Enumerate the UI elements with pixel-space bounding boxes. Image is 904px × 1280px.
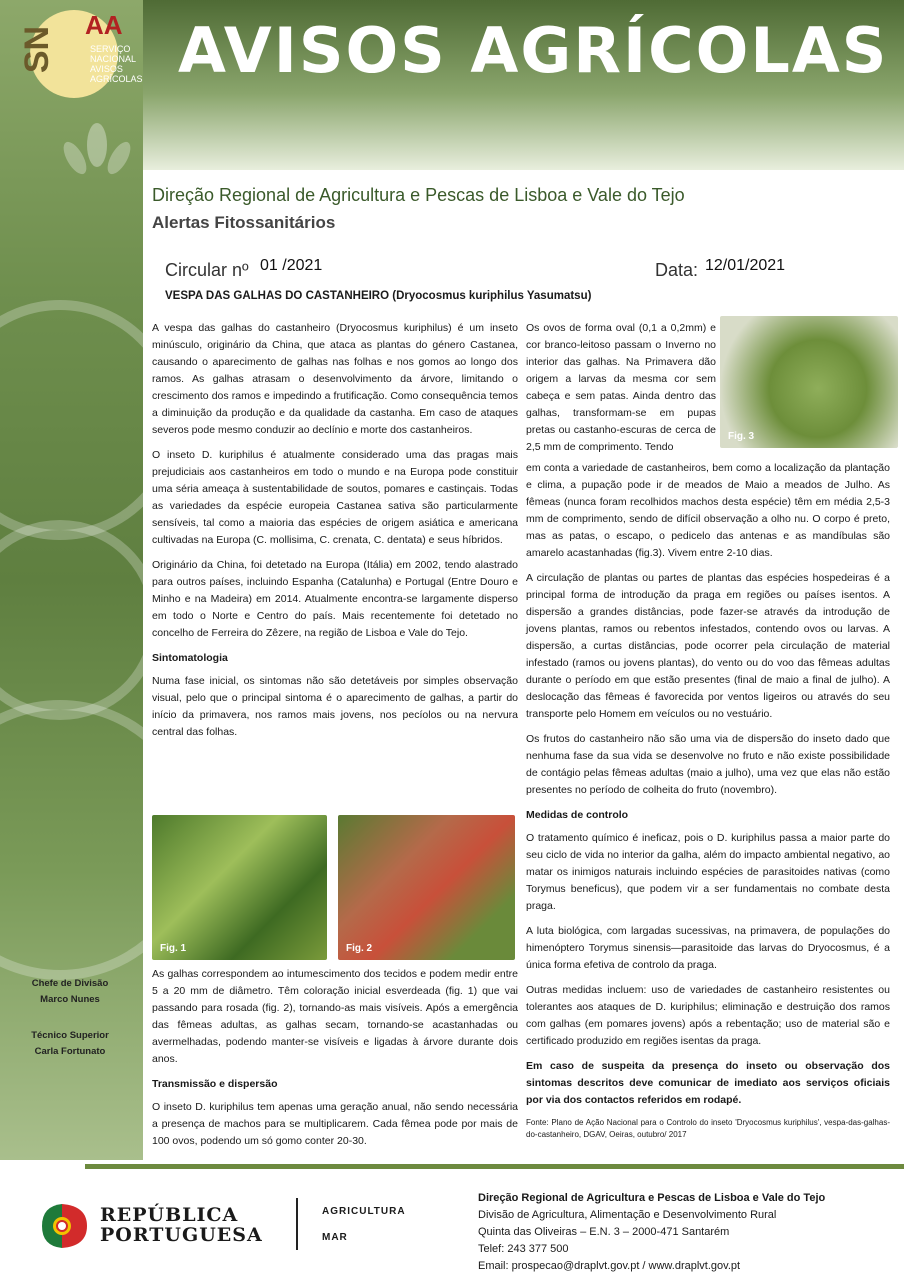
- figure-caption: Fig. 3: [728, 431, 755, 442]
- paragraph: Numa fase inicial, os sintomas não são detetáveis por simples observação visual, pelo que o principal sintoma é o aparecimento de galhas, a partir do início da primavera, nos ramos mais jovens, nos pecíolos ou na nervura central das folhas.: [152, 675, 518, 738]
- contact-email: Email: prospecao@draplvt.gov.pt / www.draplvt.gov.pt: [478, 1260, 741, 1272]
- staff-chief: Chefe de Divisão Marco Nunes: [31, 978, 109, 1005]
- paragraph: em conta a variedade de castanheiros, bem como a localização da plantação e clima, a pupação pode ir de meados de Maio a meados de Julho. As fêmeas (nunca foram recolhidos machos desta espécie) têm em média 2,5-3 mm de comprimento, sendo de difícil observação a olho nu. O corpo é preto, mas as patas, o escapo, o pedicelo das antenas e as mandíbulas são amarelo acastanhadas (fig.3). Vivem entre 2-10 dias.: [526, 462, 890, 559]
- paragraph: As galhas correspondem ao intumescimento dos tecidos e podem medir entre 5 a 20 mm de diâmetro. Têm coloração inicial esverdeada (fig. 1) que vai passando para rosada (fig. 2), tornando-as mais visíveis. Após a emergência das fêmeas adultas, as galhas secam, tornando-se acastanhadas ou avermelhadas, podendo manter-se visíveis e ligadas à árvore durante dois anos.: [152, 968, 518, 1065]
- date-label: Data:: [655, 260, 699, 280]
- subtitle: Alertas Fitossanitários: [152, 213, 336, 232]
- portugal-flag-icon: [32, 1196, 92, 1256]
- republic-logo-text: REPÚBLICA PORTUGUESA: [100, 1204, 263, 1246]
- left-column: [152, 320, 518, 749]
- paragraph: A luta biológica, com largadas sucessivas, na primavera, de populações do himenóptero Torymus sinensis—parasitoide das larvas do Dryocosmus, é a única forma efetiva de controlo da praga.: [526, 925, 890, 971]
- contact-block: [478, 1190, 825, 1275]
- figure-caption: Fig. 2: [346, 943, 373, 954]
- leaf-logo-icon: [55, 120, 140, 195]
- figure-3-photo: [720, 316, 898, 448]
- contact-line: Telef: 243 377 500: [478, 1243, 569, 1255]
- staff-technician: Técnico Superior Carla Fortunato: [31, 1030, 109, 1057]
- ministry-sea: MAR: [322, 1232, 348, 1243]
- paragraph: A circulação de plantas ou partes de plantas das espécies hospedeiras é a principal forma de introdução da praga em regiões ou países isentos. A dispersão a grandes distâncias, pode fazer-se através da introdução de jovens plantas, ramos ou rebentos infestados, contendo ovos ou larvas. A dispersão, a curtas distâncias, pode ocorrer pela circulação de material infestado (ramos ou jovens plantas), do vento ou do voo das fêmeas adultas durante o período em que estão presentes (final de maio a final de julho). A deslocação das fêmeas é favorecida por ventos ligeiros ou através do seu transporte pelo Homem em veículos ou no vestuário.: [526, 572, 890, 720]
- paragraph: Originário da China, foi detetado na Europa (Itália) em 2002, tendo alastrado para outros países, incluindo Espanha (Catalunha) e Portugal (Entre Douro e Minho e na Madeira) em 2014. Atualmente encontra-se largamente disperso em todo o Norte e Centro do país. Mais recentemente foi detetado no concelho de Ferreira do Zêzere, na região de Lisboa e Vale do Tejo.: [152, 559, 518, 639]
- contact-title: Direção Regional de Agricultura e Pescas de Lisboa e Vale do Tejo: [478, 1192, 826, 1204]
- contact-line: Quinta das Oliveiras – E.N. 3 – 2000-471 Santarém: [478, 1226, 730, 1238]
- circular-value: 01 /2021: [260, 257, 323, 274]
- footer-divider: [85, 1164, 904, 1169]
- paragraph: Os ovos de forma oval (0,1 a 0,2mm) e cor branco-leitoso passam o Inverno no interior das galhas. Na Primavera dão origem a larvas da mesma cor sem cabeça e sem patas. Ainda dentro das galhas, transformam-se em pupas pretas ou castanho-escuras de cerca de 2,5 mm de comprimento. Tendo: [526, 322, 716, 453]
- figure-2-photo: [338, 815, 515, 960]
- alert-paragraph: Em caso de suspeita da presença do inseto ou observação dos sintomas descritos deve comunicar de imediato aos serviços oficiais por via dos contactos referidos em rodapé.: [526, 1060, 890, 1106]
- figure-caption: Fig. 1: [160, 943, 187, 954]
- region-title: Direção Regional de Agricultura e Pescas de Lisboa e Vale do Tejo: [152, 185, 685, 205]
- right-column: [526, 460, 890, 1149]
- date-value: 12/01/2021: [705, 257, 786, 274]
- paragraph: A vespa das galhas do castanheiro (Dryocosmus kuriphilus) é um inseto minúsculo, originário da China, que ataca as plantas do género Castanea, causando o aparecimento de galhas nas folhas e nos gomos ao longo dos ramos. As galhas atrasam o desenvolvimento da árvore, limitando o crescimento dos ramos e impedindo a frutificação. Como consequência temos a diminuição da produção e da qualidade da castanha. Em caso de ataques severos pode mesmo conduzir ao declínio e morte dos castanheiros.: [152, 322, 518, 436]
- logo-letters: SN: [18, 25, 57, 74]
- logo-text: SERVIÇO NACIONAL AVISOS AGRÍCOLAS: [90, 44, 143, 84]
- decor-circle: [0, 300, 143, 540]
- paragraph: O inseto D. kuriphilus é atualmente considerado uma das pragas mais prejudiciais aos castanheiros em todo o mundo e na Europa pode constituir uma séria ameaça à sustentabilidade de soutos, pomares e castinçais. Todas as variedades da espécie europeia Castanea sativa são particularmente sensíveis, tal como a maioria das espécies de origem asiática e americana cultivadas na Europa (C. mollisima, C. crenata, C. dentata) e seus híbridos.: [152, 449, 518, 546]
- circular-label: Circular nº: [165, 260, 249, 280]
- left-column-lower: [152, 966, 518, 1158]
- decor-circle: [0, 700, 143, 980]
- section-heading: Sintomatologia: [152, 652, 228, 664]
- source-note: Fonte: Plano de Ação Nacional para o Controlo do inseto 'Dryocosmus kuriphilus', vespa-das-galhas-do-castanheiro, DGAV, Oeiras, outubro/ 2017: [526, 1118, 890, 1139]
- paragraph: O inseto D. kuriphilus tem apenas uma geração anual, não sendo necessária a presença de machos para se multiplicarem. Cada fêmea pode por mais de 100 ovos, podendo um só gomo conter 20-30.: [152, 1101, 518, 1147]
- paragraph: Os frutos do castanheiro não são uma via de dispersão do inseto dado que nenhuma fase da sua vida se desenvolve no fruto e não existe possibilidade de contágio pelas fêmeas adultas (maio a julho), uma vez que elas não estão presentes no período de colheita do fruto (novembro).: [526, 733, 890, 796]
- section-heading: Medidas de controlo: [526, 809, 629, 821]
- right-column-top: [526, 320, 716, 464]
- page-title: AVISOS AGRÍCOLAS: [178, 14, 889, 87]
- figure-1-photo: [152, 815, 327, 960]
- ministry-agriculture: AGRICULTURA: [322, 1206, 406, 1217]
- document-title: VESPA DAS GALHAS DO CASTANHEIRO (Dryocosmus kuriphilus Yasumatsu): [165, 290, 592, 302]
- contact-line: Divisão de Agricultura, Alimentação e Desenvolvimento Rural: [478, 1209, 777, 1221]
- paragraph: Outras medidas incluem: uso de variedades de castanheiro resistentes ou tolerantes aos ataques de D. kuriphilus; eliminação e destruição dos ramos com galhas (em pomares jovens) após a rebentação; uso de material são e certificado produzido em regiões isentas da praga.: [526, 984, 890, 1047]
- paragraph: O tratamento químico é ineficaz, pois o D. kuriphilus passa a maior parte do seu ciclo de vida no interior da galha, além do impacto ambiental negativo, ao matar os inimigos naturais incluindo espécies de parasitoides nativas (como Torymus beneficus), que podem vir a ser fundamentais no combate desta praga.: [526, 832, 890, 912]
- footer-separator: [296, 1198, 298, 1250]
- section-heading: Transmissão e dispersão: [152, 1078, 278, 1090]
- logo-aa: AA: [85, 10, 123, 40]
- decor-circle: [0, 520, 143, 720]
